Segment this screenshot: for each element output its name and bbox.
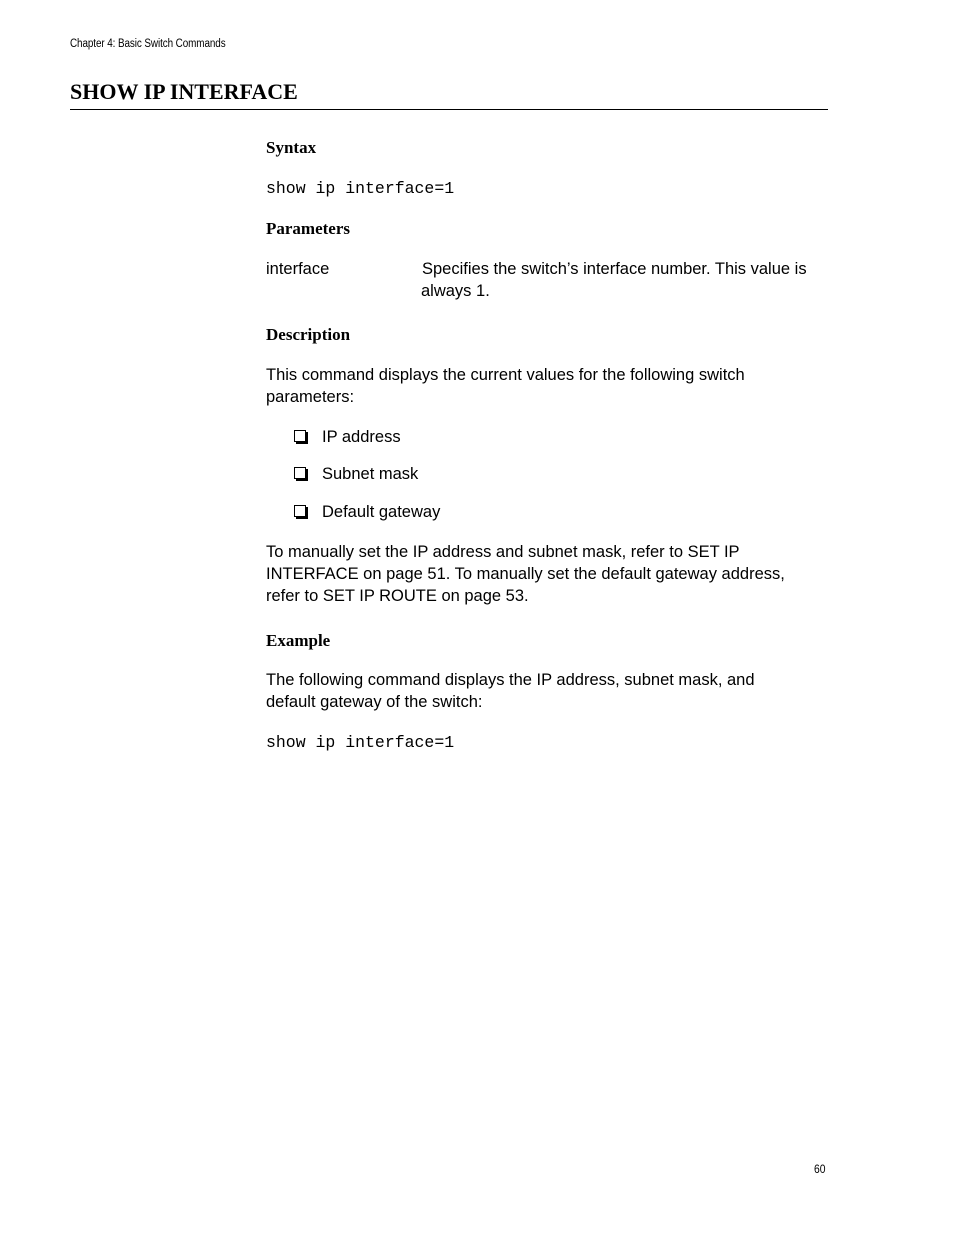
page-title: SHOW IP INTERFACE <box>70 79 298 104</box>
title-rule <box>70 109 828 110</box>
checkbox-icon <box>294 430 306 442</box>
list-item <box>294 501 440 523</box>
description-intro: This command displays the current values for the following switch parameters: <box>266 366 745 406</box>
list-item-label: IP address <box>322 428 401 446</box>
page-number: 60 <box>814 1164 826 1176</box>
description-note: To manually set the IP address and subnet mask, refer to SET IP INTERFACE on page 51. To manually set the default gateway address, refer to SET IP ROUTE on page 53. <box>266 543 785 605</box>
parameters-heading: Parameters <box>266 219 351 238</box>
running-header: Chapter 4: Basic Switch Commands <box>70 38 226 50</box>
syntax-command: show ip interface=1 <box>266 179 455 198</box>
example-heading: Example <box>266 631 331 650</box>
syntax-heading: Syntax <box>266 138 317 157</box>
list-item <box>294 426 401 448</box>
checkbox-icon <box>294 467 306 479</box>
description-heading: Description <box>266 325 351 344</box>
checkbox-icon <box>294 505 306 517</box>
list-item-label: Default gateway <box>322 503 441 521</box>
example-text: The following command displays the IP address, subnet mask, and default gateway of the switch: <box>266 671 755 711</box>
list-item <box>294 463 418 485</box>
parameter-name: interface <box>266 260 330 278</box>
parameter-description: Specifies the switch’s interface number. This value is always 1. <box>421 260 807 300</box>
list-item-label: Subnet mask <box>322 465 419 483</box>
example-command: show ip interface=1 <box>266 733 455 752</box>
